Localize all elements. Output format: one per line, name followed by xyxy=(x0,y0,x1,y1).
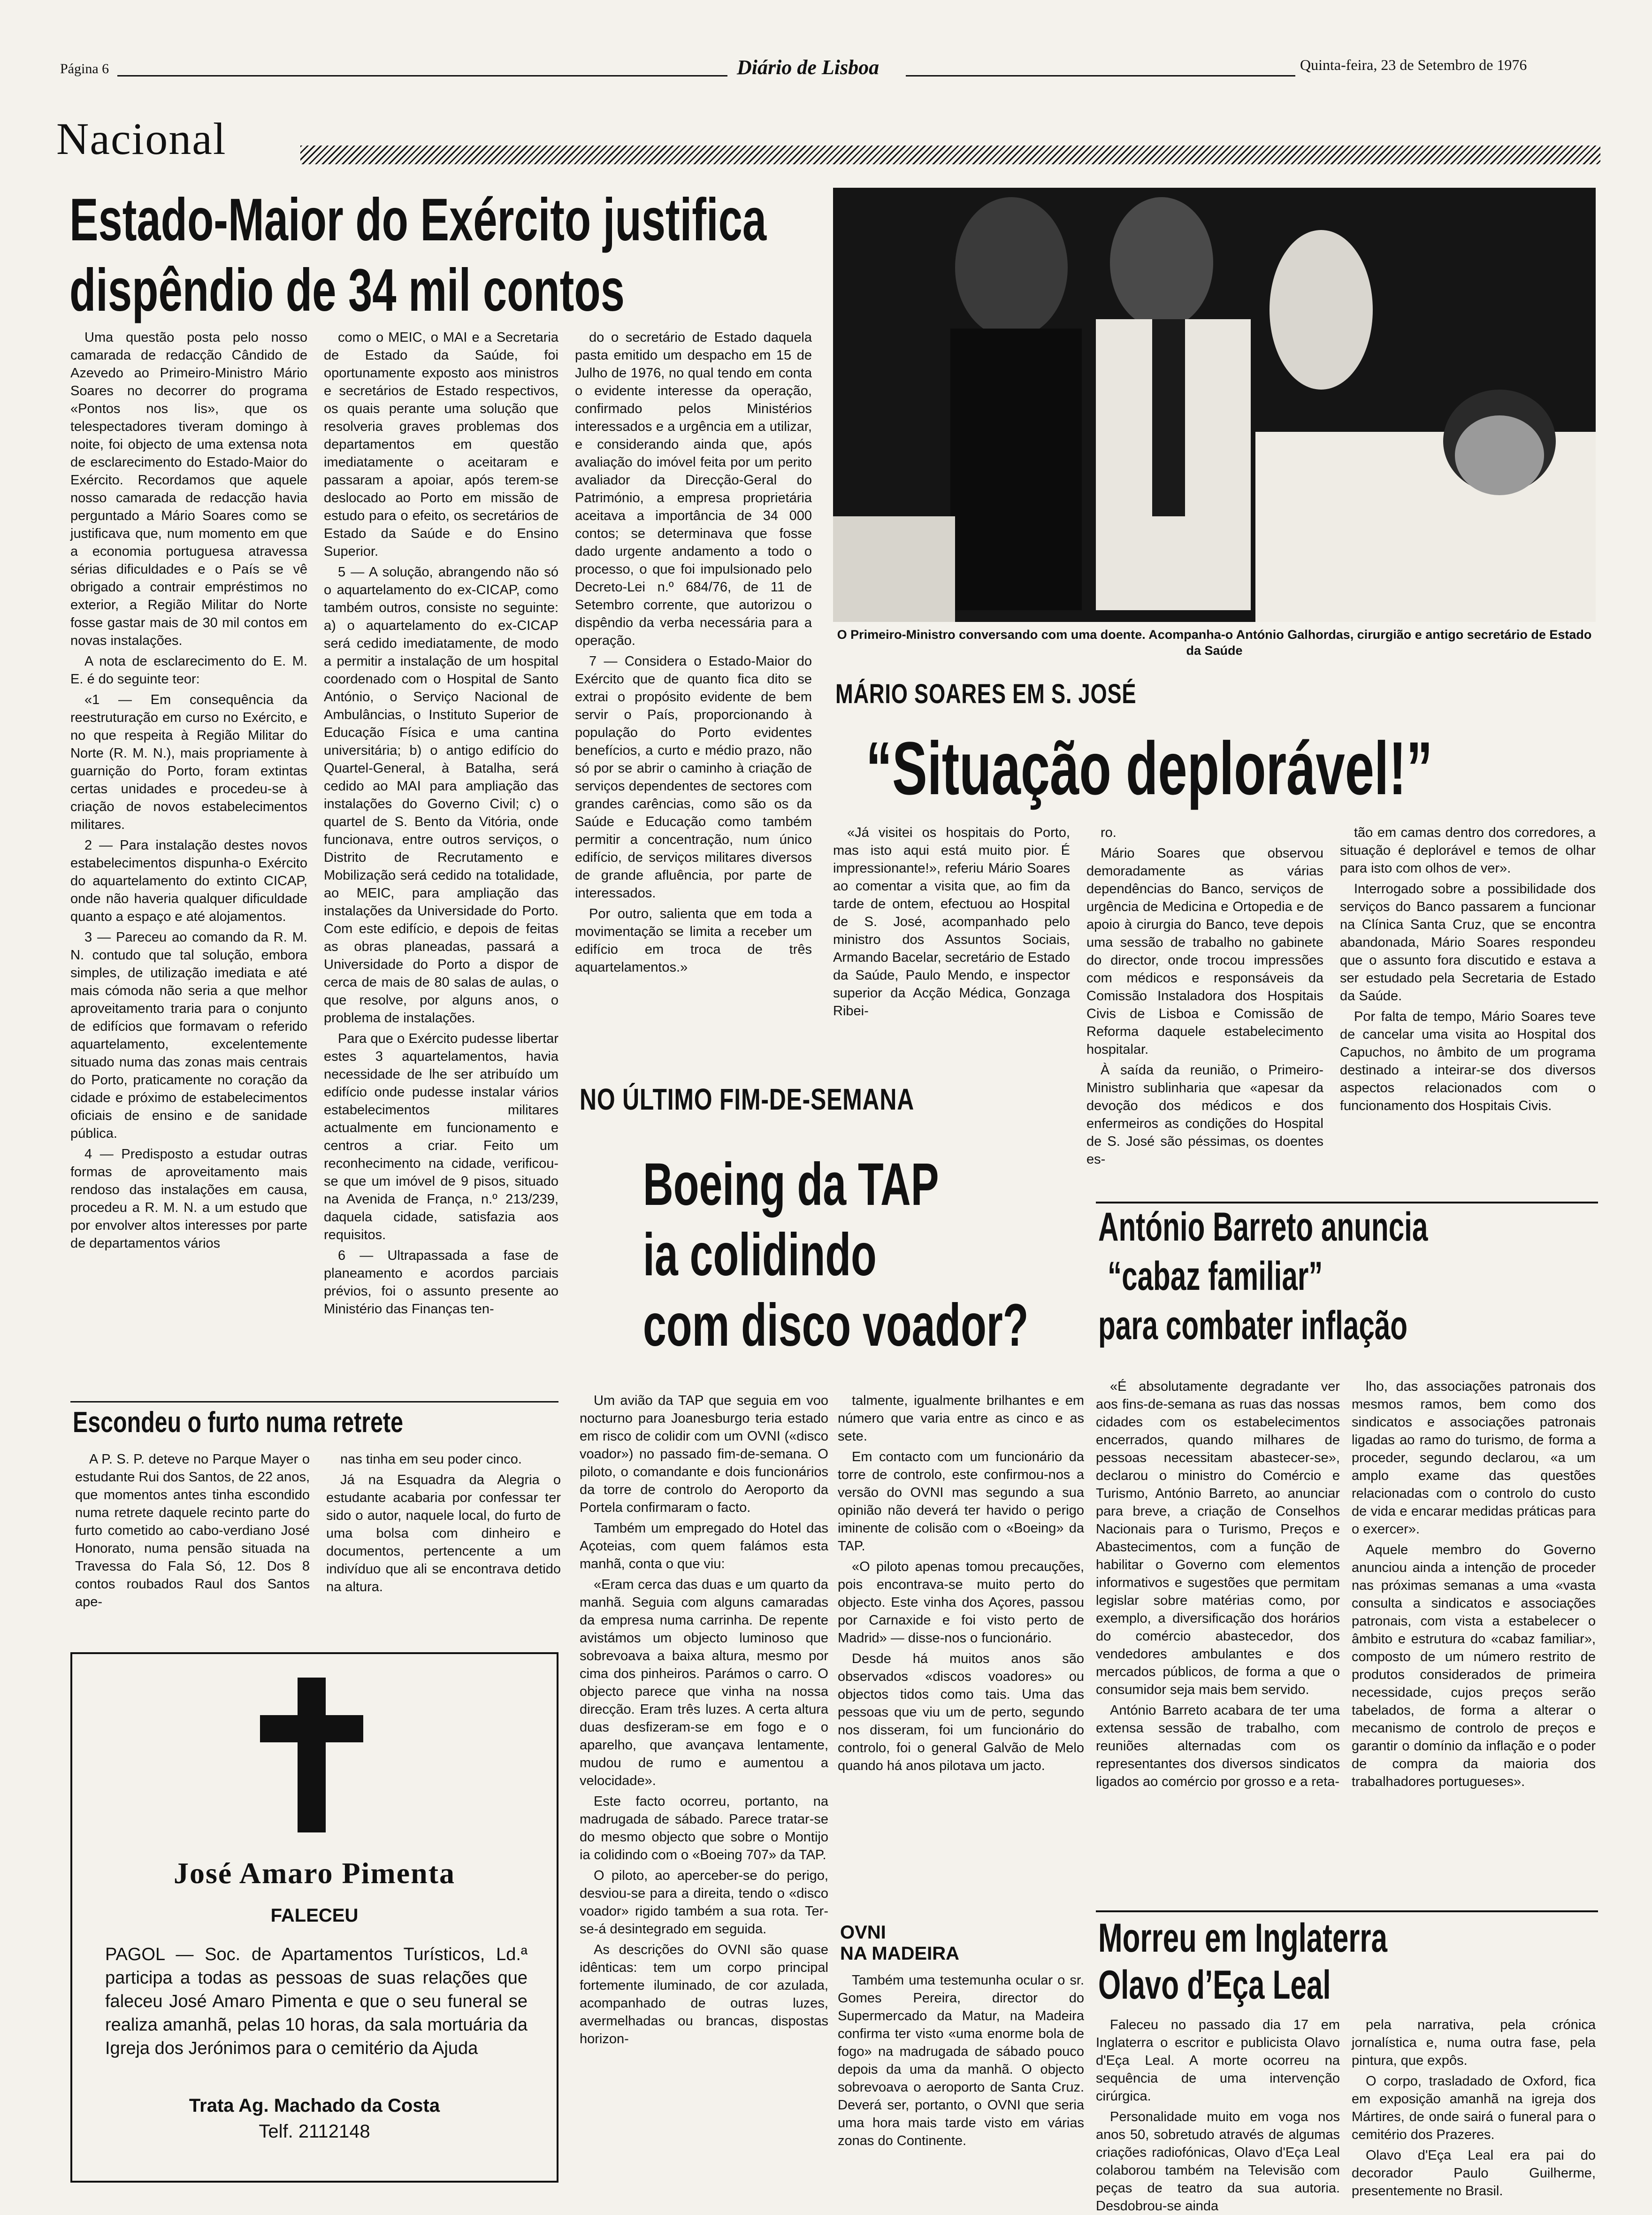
paragraph: O corpo, trasladado de Oxford, fica em exposição amanhã na igreja dos Mártires, de onde sairá o funeral para o cemitério dos Prazeres. xyxy=(1352,2074,1596,2142)
paragraph: 4 — Predisposto a estudar outras formas de aproveitamento mais rendoso das instalações em causa, procedeu a R. M. N. a um estudo que por envolver altos interesses por parte de departamentos vários xyxy=(70,1147,307,1251)
paragraph: Olavo d'Eça Leal era pai do decorador Paulo Guilherme, presentemente no Brasil. xyxy=(1352,2148,1596,2199)
paragraph: À saída da reunião, o Primeiro-Ministro sublinharia que «apesar da devoção dos médicos e dos enfermeiros as condições do Hospital de S. José são péssimas, os doentes es- xyxy=(1086,1063,1323,1167)
paragraph: pela narrativa, pela crónica jornalística e, numa outra fase, pela pintura, que expôs. xyxy=(1352,2017,1596,2068)
lead-headline-line-2: dispêndio de 34 mil contos xyxy=(69,257,625,324)
leal-headline-line-2: Olavo d’Eça Leal xyxy=(1098,1962,1331,2008)
paragraph: ro. xyxy=(1101,825,1117,840)
furto-headline: Escondeu o furto numa retrete xyxy=(73,1406,404,1439)
paragraph: talmente, igualmente brilhantes e em número que varia entre as cinco e as sete. xyxy=(838,1393,1084,1444)
paragraph: Personalidade muito em voga nos anos 50, sobretudo através de algumas criações radiofónicas, Olavo d'Eça Leal colaborou também na Televisão com peças de teatro da sua autoria. Desdobrou-se ainda xyxy=(1096,2109,1340,2214)
lead-column-3 xyxy=(575,329,812,1042)
paragraph: 2 — Para instalação destes novos estabelecimentos dispunha-o Exército do aquartelamento do extinto CICAP, onde não haveria qualquer dificuldade quanto a espaço e até alojamentos. xyxy=(70,838,307,924)
obituary-agency: Trata Ag. Machado da Costa xyxy=(189,2095,440,2116)
obituary-status: FALECEU xyxy=(270,1905,359,1926)
paragraph: «Eram cerca das duas e um quarto da manhã. Seguia com alguns camaradas da empresa numa carrinha. De repente avistámos um objecto luminoso que sobrevoava a baixa altura, mesmo por cima dos pinheiros. Parámos o carro. O objecto parece que vinha na nossa direcção. Eram três luzes. A certa altura duas desfizeram-se em fogo e o aparelho, que avançava lentamente, mudou de rumo e aumentou a velocidade». xyxy=(580,1577,828,1788)
paragraph: Também uma testemunha ocular o sr. Gomes Pereira, director do Supermercado da Matur, na Madeira confirma ter visto «uma enorme bola de fogo» na madrugada de sábado pouco depois da uma da manhã. O objecto sobrevoava o aeroporto de Santa Cruz. Deverá ser, portanto, o OVNI que seria uma hora mais tarde visto em várias zonas do Continente. xyxy=(838,1973,1084,2148)
paragraph: 5 — A solução, abrangendo não só o aquartelamento do ex-CICAP, como também outros, consiste no seguinte: a) o aquartelamento do ex-CICAP será cedido imediatamente, de modo a permitir a instalação de um hospital coordenado com o Hospital de Santo António, o Serviço Nacional de Ambulâncias, o Instituto Superior de Educação Física e uma cantina universitária; b) o antigo edifício do Quartel-General, à Batalha, será cedido ao MAI para ampliação das instalações do Governo Civil; c) o quartel de S. Bento da Vitória, onde funcionava, entre outros serviços, o Distrito de Recrutamento e Mobilização será cedido na totalidade, ao MEIC, para ampliação das instalações da Universidade do Porto. Com este edifício, e depois de feitas as obras planeadas, passará a Universidade do Porto a dispor de cerca de mais de 80 salas de aulas, o que resolve, por alguns anos, o problema de instalações. xyxy=(324,565,558,1026)
ovni-subhead-1: OVNI xyxy=(840,1922,886,1943)
paragraph: Aquele membro do Governo anunciou ainda a intenção de proceder nas próximas semanas a uma «vasta consulta a sindicatos e associações patronais, com vista a estabelecer o âmbito e estrutura do «cabaz familiar», composto de um número restrito de produtos considerados de primeira necessidade, cujos preços serão tabelados, de forma a alterar o mecanismo de controlo de preços e garantir o domínio da inflação e o poder de compra da maioria dos trabalhadores portugueses». xyxy=(1352,1542,1596,1789)
barreto-headline-line-2: “cabaz familiar” xyxy=(1108,1254,1323,1299)
obituary-name: José Amaro Pimenta xyxy=(173,1856,456,1890)
barreto-top-rule xyxy=(1096,1202,1598,1203)
page-number: Página 6 xyxy=(60,61,109,77)
paragraph: tão em camas dentro dos corredores, a situação é deplorável e temos de olhar para isto com olhos de ver». xyxy=(1340,825,1596,876)
paragraph: A nota de esclarecimento do E. M. E. é do seguinte teor: xyxy=(70,654,307,687)
paragraph: A P. S. P. deteve no Parque Mayer o estudante Rui dos Santos, de 22 anos, que momentos antes tinha escondido numa retrete daquele recinto parte do furto cometido ao cabo-verdiano José Honorato, numa pensão situada na Travessa do Fala Só, 12. Dos 8 contos roubados Raul dos Santos ape- xyxy=(75,1452,310,1610)
ovni-column xyxy=(838,1971,1084,2183)
leal-headline-line-1: Morreu em Inglaterra xyxy=(1098,1916,1387,1961)
furto-top-rule xyxy=(70,1401,558,1403)
soares-kicker: MÁRIO SOARES EM S. JOSÉ xyxy=(835,679,1137,709)
photo-caption: O Primeiro-Ministro conversando com uma doente. Acompanha-o António Galhordas, cirurgião e antigo secretário de Estado da Saúde xyxy=(837,628,1592,658)
obituary-phone: Telf. 2112148 xyxy=(259,2121,370,2142)
section-hatch xyxy=(300,146,1600,164)
boeing-headline-line-3: com disco voador? xyxy=(643,1292,1029,1359)
barreto-headline-line-1: António Barreto anuncia xyxy=(1098,1204,1428,1249)
boeing-headline-line-2: ia colidindo xyxy=(643,1221,877,1288)
cross-icon xyxy=(260,1678,363,1832)
barreto-column-1 xyxy=(1096,1378,1340,1908)
paragraph: Por falta de tempo, Mário Soares teve de cancelar uma visita ao Hospital dos Capuchos, no âmbito de um programa destinado a inteirar-se dos diversos aspectos relacionados com o funcionamento dos Hospitais Civis. xyxy=(1340,1009,1596,1113)
hospital-photo xyxy=(833,188,1596,622)
newspaper-title: Diário de Lisboa xyxy=(737,56,880,79)
lead-headline-line-1: Estado-Maior do Exército justifica xyxy=(69,186,767,253)
paragraph: Este facto ocorreu, portanto, na madrugada de sábado. Parece tratar-se do mesmo objecto que sobre o Montijo ia colidindo com o «Boeing 707» da TAP. xyxy=(580,1794,828,1862)
barreto-headline-line-3: para combater inflação xyxy=(1098,1303,1408,1348)
obituary-box xyxy=(70,1652,558,2183)
ovni-subhead-2: NA MADEIRA xyxy=(840,1943,960,1964)
boeing-column-2 xyxy=(838,1392,1084,1889)
soares-column-1 xyxy=(833,824,1070,1049)
paragraph: Já na Esquadra da Alegria o estudante acabaria por confessar ter sido o autor, naquele local, do furto de uma bolsa com dinheiro e documentos, pertencente a um indivíduo que ali se encontrava detido na altura. xyxy=(326,1472,561,1594)
lead-column-2 xyxy=(324,329,558,1394)
paragraph: «1 — Em consequência da reestruturação em curso no Exército, e no que respeita à Região Militar do Norte (R. M. N.), mais propriamente à guarnição do Porto, foram extintas certas unidades e procedeu-se à criação de novos estabelecimentos militares. xyxy=(70,692,307,832)
masthead-rule-right xyxy=(906,75,1295,77)
barreto-column-2 xyxy=(1352,1378,1596,1908)
paragraph: «O piloto apenas tomou precauções, pois encontrava-se muito perto do objecto. Este vinha dos Açores, passou por Carnaxide e foi visto perto de Madrid» — disse-nos o funcionário. xyxy=(838,1559,1084,1646)
boeing-headline-line-1: Boeing da TAP xyxy=(643,1151,939,1218)
soares-headline: “Situação deplorável!” xyxy=(866,726,1433,810)
paragraph: «É absolutamente degradante ver aos fins-de-semana as ruas das nossas cidades com os estabelecimentos encerrados, quando milhares de pessoas necessitam abastecer-se», declarou o ministro do Comércio e Turismo, António Barreto, ao anunciar para breve, a criação de Conselhos Nacionais para o Turismo, Preços e Abastecimentos, com a função de habilitar o Governo com elementos informativos e sugestões que permitam legislar sobre matérias como, por exemplo, a diversificação dos horários do comércio abastecedor, dos vendedores ambulantes e dos mercados públicos, de forma a que o consumidor seja mais bem servido. xyxy=(1096,1379,1340,1697)
paragraph: nas tinha em seu poder cinco. xyxy=(340,1452,522,1467)
paragraph: 3 — Pareceu ao comando da R. M. N. contudo que tal solução, embora simples, de utilização imediata e até mais cómoda não seria a que melhor aproveitamento traria para o conjunto de edifícios que formavam o referido aquartelamento, excelentemente situado numa das zonas mais centrais do Porto, praticamente no coração da cidade e próximo de estabelecimentos oficiais de ensino e de sanidade pública. xyxy=(70,930,307,1141)
paragraph: lho, das associações patronais dos mesmos ramos, bem como dos sindicatos e associações patronais ligadas ao ramo do turismo, de forma a proceder, segundo declarou, «a um amplo exame das questões relacionadas com o controlo do custo de vida e encarar medidas práticas para o exercer». xyxy=(1352,1379,1596,1537)
paragraph: Uma questão posta pelo nosso camarada de redacção Cândido de Azevedo ao Primeiro-Ministro Mário Soares no decorrer do programa «Pontos nos Iis», que os telespectadores tiveram domingo à noite, foi objecto de uma extensa nota de esclarecimento do Estado-Maior do Exército. Recordamos que aquele nosso camarada de redacção havia perguntado a Mário Soares como se justificava que, num momento em que a economia portuguesa atravessa sérias dificuldades e o País se vê obrigado a contrair empréstimos no exterior, a Região Militar do Norte fosse gastar mais de 30 mil contos em novas instalações. xyxy=(70,330,307,648)
photo-illustration xyxy=(833,188,1596,622)
soares-column-3 xyxy=(1340,824,1596,1199)
furto-column-1 xyxy=(75,1450,310,1638)
obituary-text: PAGOL — Soc. de Apartamentos Turísticos, Ld.ª participa a todas as pessoas de suas relações que faleceu José Amaro Pimenta e que o seu funeral se realiza amanhã, pelas 10 horas, da sala mortuária da Igreja dos Jerónimos para o cemitério da Ajuda xyxy=(105,1945,528,2058)
issue-date: Quinta-feira, 23 de Setembro de 1976 xyxy=(1300,56,1527,73)
masthead-rule-left xyxy=(117,75,727,77)
paragraph: 7 — Considera o Estado-Maior do Exército que de quanto fica dito se extrai o propósito evidente de bem servir o País, proporcionando à população do Porto evidentes benefícios, a curto e médio prazo, não só por se abrir o caminho à criação de serviços dependentes de sectores com grandes carências, como são os da Saúde e Educação como também permitir a concentração, num único edifício, de serviços militares diversos de grande afluência, por parte de interessados. xyxy=(575,654,812,901)
paragraph: António Barreto acabara de ter uma extensa sessão de trabalho, com reuniões alternadas com os representantes dos diversos sindicatos ligados ao comércio por grosso e a reta- xyxy=(1096,1703,1340,1789)
leal-column-2 xyxy=(1352,2016,1596,2199)
boeing-kicker: NO ÚLTIMO FIM-DE-SEMANA xyxy=(580,1082,915,1116)
paragraph: do o secretário de Estado daquela pasta emitido um despacho em 15 de Julho de 1976, no qual tendo em conta o evidente interesse da operação, confirmado pelos Ministérios interessados e a urgência em a utilizar, e considerando ainda que, após avaliação do imóvel feita por um perito avaliador da Direcção-Geral do Património, a empresa proprietária aceitava a importância de 34 000 contos; se determinava que fosse dado urgente andamento a todo o processo, o que foi impulsionado pelo Decreto-Lei n.º 684/76, de 11 de Setembro corrente, que autorizou o dispêndio da verba necessária para a operação. xyxy=(575,330,812,648)
paragraph: 6 — Ultrapassada a fase de planeamento e acordos parciais prévios, foi o assunto presente ao Ministério das Finanças ten- xyxy=(324,1248,558,1317)
soares-column-2 xyxy=(1086,824,1323,1246)
paragraph: Desde há muitos anos são observados «discos voadores» ou objectos tidos como tais. Uma das pessoas que viu um de perto, segundo nos disseram, foi um funcionário do controlo, foi o general Galvão de Melo quando há anos pilotava um jacto. xyxy=(838,1651,1084,1773)
paragraph: como o MEIC, o MAI e a Secretaria de Estado da Saúde, foi oportunamente exposto aos ministros e secretários de Estado respectivos, os quais perante uma solução que resolveria graves problemas dos departamentos em questão imediatamente o aceitaram e passaram a apoiar, após terem-se deslocado ao Porto em missão de estudo para o efeito, os secretários de Estado da Saúde e do Ensino Superior. xyxy=(324,330,558,559)
boeing-column-1 xyxy=(580,1392,828,2180)
paragraph: Um avião da TAP que seguia em voo nocturno para Joanesburgo teria estado em risco de colidir com um OVNI («disco voador») no passado fim-de-semana. O piloto, o comandante e dois funcionários da torre de controlo do Aeroporto da Portela confirmaram o facto. xyxy=(580,1393,828,1515)
leal-column-1 xyxy=(1096,2016,1340,2214)
paragraph: Por outro, salienta que em toda a movimentação se limita a receber um edifício em troca de três aquartelamentos.» xyxy=(575,906,812,975)
paragraph: Mário Soares que observou demoradamente as várias dependências do Banco, serviços de urgência de Medicina e Ortopedia e de apoio à cirurgia do Banco, teve depois uma sessão de trabalho no gabinete do director, onde trocou impressões com médicos e responsáveis da Comissão Instaladora dos Hospitais Civis de Lisboa e Comissão de Reforma daquele estabelecimento hospitalar. xyxy=(1086,846,1323,1057)
furto-column-2 xyxy=(326,1450,561,1638)
paragraph: Interrogado sobre a possibilidade dos serviços do Banco passarem a funcionar na Clínica Santa Cruz, que se encontra abandonada, Mário Soares respondeu que o assunto fora discutido e estava a ser estudado pela Secretaria de Estado da Saúde. xyxy=(1340,881,1596,1004)
paragraph: Também um empregado do Hotel das Açoteias, com quem falámos esta manhã, conta o que viu: xyxy=(580,1521,828,1571)
paragraph: O piloto, ao aperceber-se do perigo, desviou-se para a direita, tendo o «disco voador» rigido também a sua rota. Ter-se-á desintegrado em seguida. xyxy=(580,1868,828,1937)
paragraph: As descrições do OVNI são quase idênticas: tem um corpo principal fortemente iluminado, de cor azulada, acompanhado de outras luzes, avermelhadas ou brancas, dispostas horizon- xyxy=(580,1942,828,2046)
paragraph: Para que o Exército pudesse libertar estes 3 aquartelamentos, havia necessidade de lhe ser atribuído um edifício onde pudesse instalar vários estabelecimentos militares actualmente em funcionamento e centros a criar. Feito um reconhecimento na cidade, verificou-se que um imóvel de 9 pisos, situado na Avenida de França, n.º 213/239, daquela cidade, satisfazia aos requisitos. xyxy=(324,1031,558,1242)
paragraph: Faleceu no passado dia 17 em Inglaterra o escritor e publicista Olavo d'Eça Leal. A morte ocorreu na sequência de uma intervenção cirúrgica. xyxy=(1096,2017,1340,2104)
paragraph: «Já visitei os hospitais do Porto, mas isto aqui está muito pior. É impressionante!», referiu Mário Soares ao comentar a visita que, ao fim da tarde de ontem, efectuou ao Hospital de S. José, acompanhado pelo ministro dos Assuntos Sociais, Armando Bacelar, secretário de Estado da Saúde, Paulo Mendo, e inspector superior da Acção Médica, Gonzaga Ribei- xyxy=(833,825,1070,1019)
leal-top-rule xyxy=(1096,1910,1598,1912)
lead-column-1 xyxy=(70,329,307,1394)
section-title: Nacional xyxy=(56,114,227,164)
paragraph: Em contacto com um funcionário da torre de controlo, este confirmou-nos a versão do OVNI mas segundo a sua opinião não deverá ter havido o perigo iminente de colisão com o «Boeing» da TAP. xyxy=(838,1449,1084,1554)
